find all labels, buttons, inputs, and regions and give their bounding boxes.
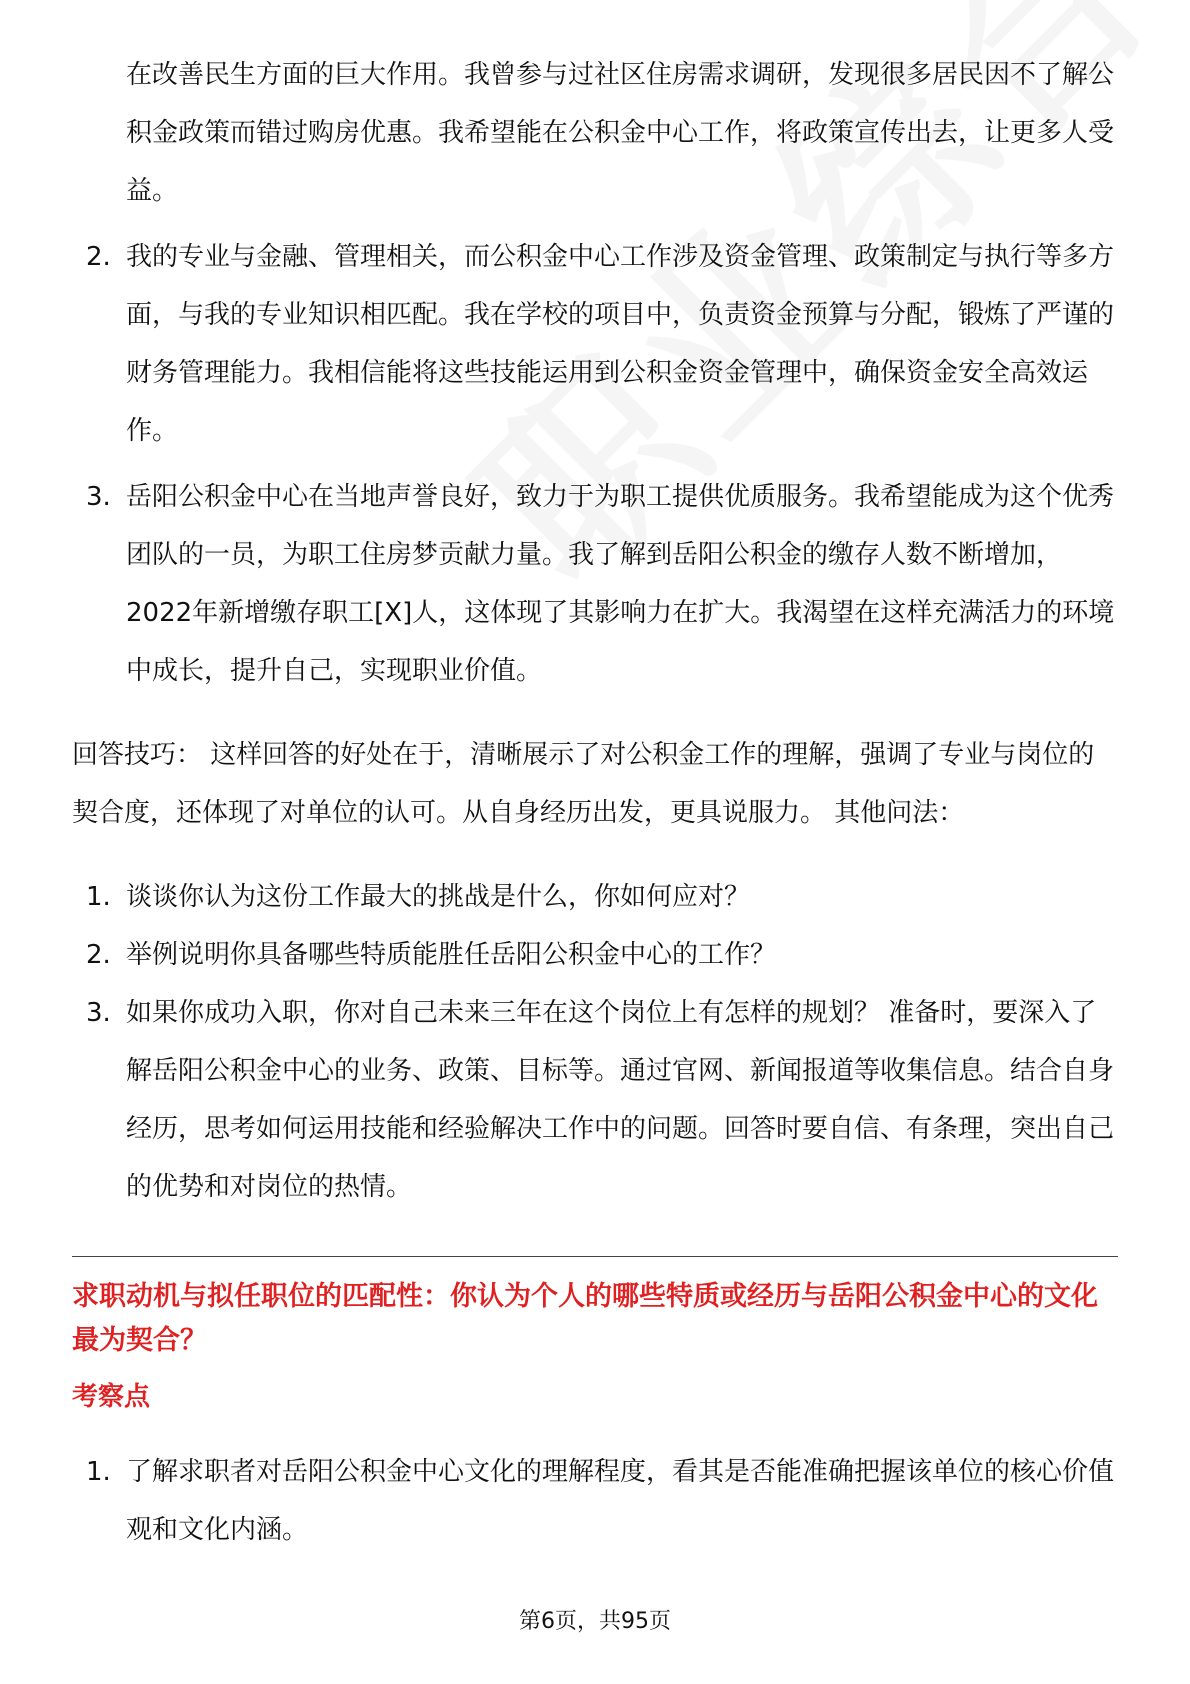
other-questions-list [72, 868, 1118, 1216]
list-number: 2. [86, 940, 111, 970]
answer-list [72, 46, 1118, 700]
list-text: 了解求职者对岳阳公积金中心文化的理解程度，看其是否能准确把握该单位的核心价值观和文化内涵。 [126, 1457, 1115, 1545]
list-item [72, 926, 1118, 984]
list-text: 举例说明你具备哪些特质能胜任岳阳公积金中心的工作？ [126, 940, 777, 970]
list-item [72, 46, 1118, 220]
question-title: 求职动机与拟任职位的匹配性：你认为个人的哪些特质或经历与岳阳公积金中心的文化最为契合？ [72, 1281, 1098, 1356]
list-item [72, 1443, 1118, 1559]
list-number: 1. [86, 882, 111, 912]
list-text: 我的专业与金融、管理相关，而公积金中心工作涉及资金管理、政策制定与执行等多方面，与我的专业知识相匹配。我在学校的项目中，负责资金预算与分配，锻炼了严谨的财务管理能力。我相信能将这些技能运用到公积金资金管理中，确保资金安全高效运作。 [126, 242, 1115, 446]
list-item [72, 468, 1118, 700]
list-item [72, 868, 1118, 926]
page-content [72, 46, 1118, 1559]
list-item [72, 228, 1118, 460]
answer-tips: 回答技巧： 这样回答的好处在于，清晰展示了对公积金工作的理解，强调了专业与岗位的契合度，还体现了对单位的认可。从自身经历出发，更具说服力。 其他问法： [72, 740, 1095, 828]
list-text: 如果你成功入职，你对自己未来三年在这个岗位上有怎样的规划？ 准备时，要深入了解岳阳公积金中心的业务、政策、目标等。通过官网、新闻报道等收集信息。结合自身经历，思考如何运用技能和经验解决工作中的问题。回答时要自信、有条理，突出自己的优势和对岗位的热情。 [126, 998, 1115, 1202]
list-number: 1. [86, 1457, 111, 1487]
list-number: 3. [86, 998, 111, 1028]
list-text: 谈谈你认为这份工作最大的挑战是什么，你如何应对？ [126, 882, 751, 912]
page-footer: 第6页，共95页 [519, 1609, 671, 1634]
list-number: 3. [86, 482, 111, 512]
list-number: 2. [86, 242, 111, 272]
focus-list [72, 1443, 1118, 1559]
list-item [72, 984, 1118, 1216]
list-text: 岳阳公积金中心在当地声誉良好，致力于为职工提供优质服务。我希望能成为这个优秀团队的一员，为职工住房梦贡献力量。我了解到岳阳公积金的缴存人数不断增加，2022年新增缴存职工[X]人，这体现了其影响力在扩大。我渴望在这样充满活力的环境中成长，提升自己，实现职业价值。 [126, 482, 1115, 686]
focus-heading: 考察点 [72, 1382, 151, 1412]
list-text: 在改善民生方面的巨大作用。我曾参与过社区住房需求调研，发现很多居民因不了解公积金政策而错过购房优惠。我希望能在公积金中心工作，将政策宣传出去，让更多人受益。 [126, 60, 1115, 206]
